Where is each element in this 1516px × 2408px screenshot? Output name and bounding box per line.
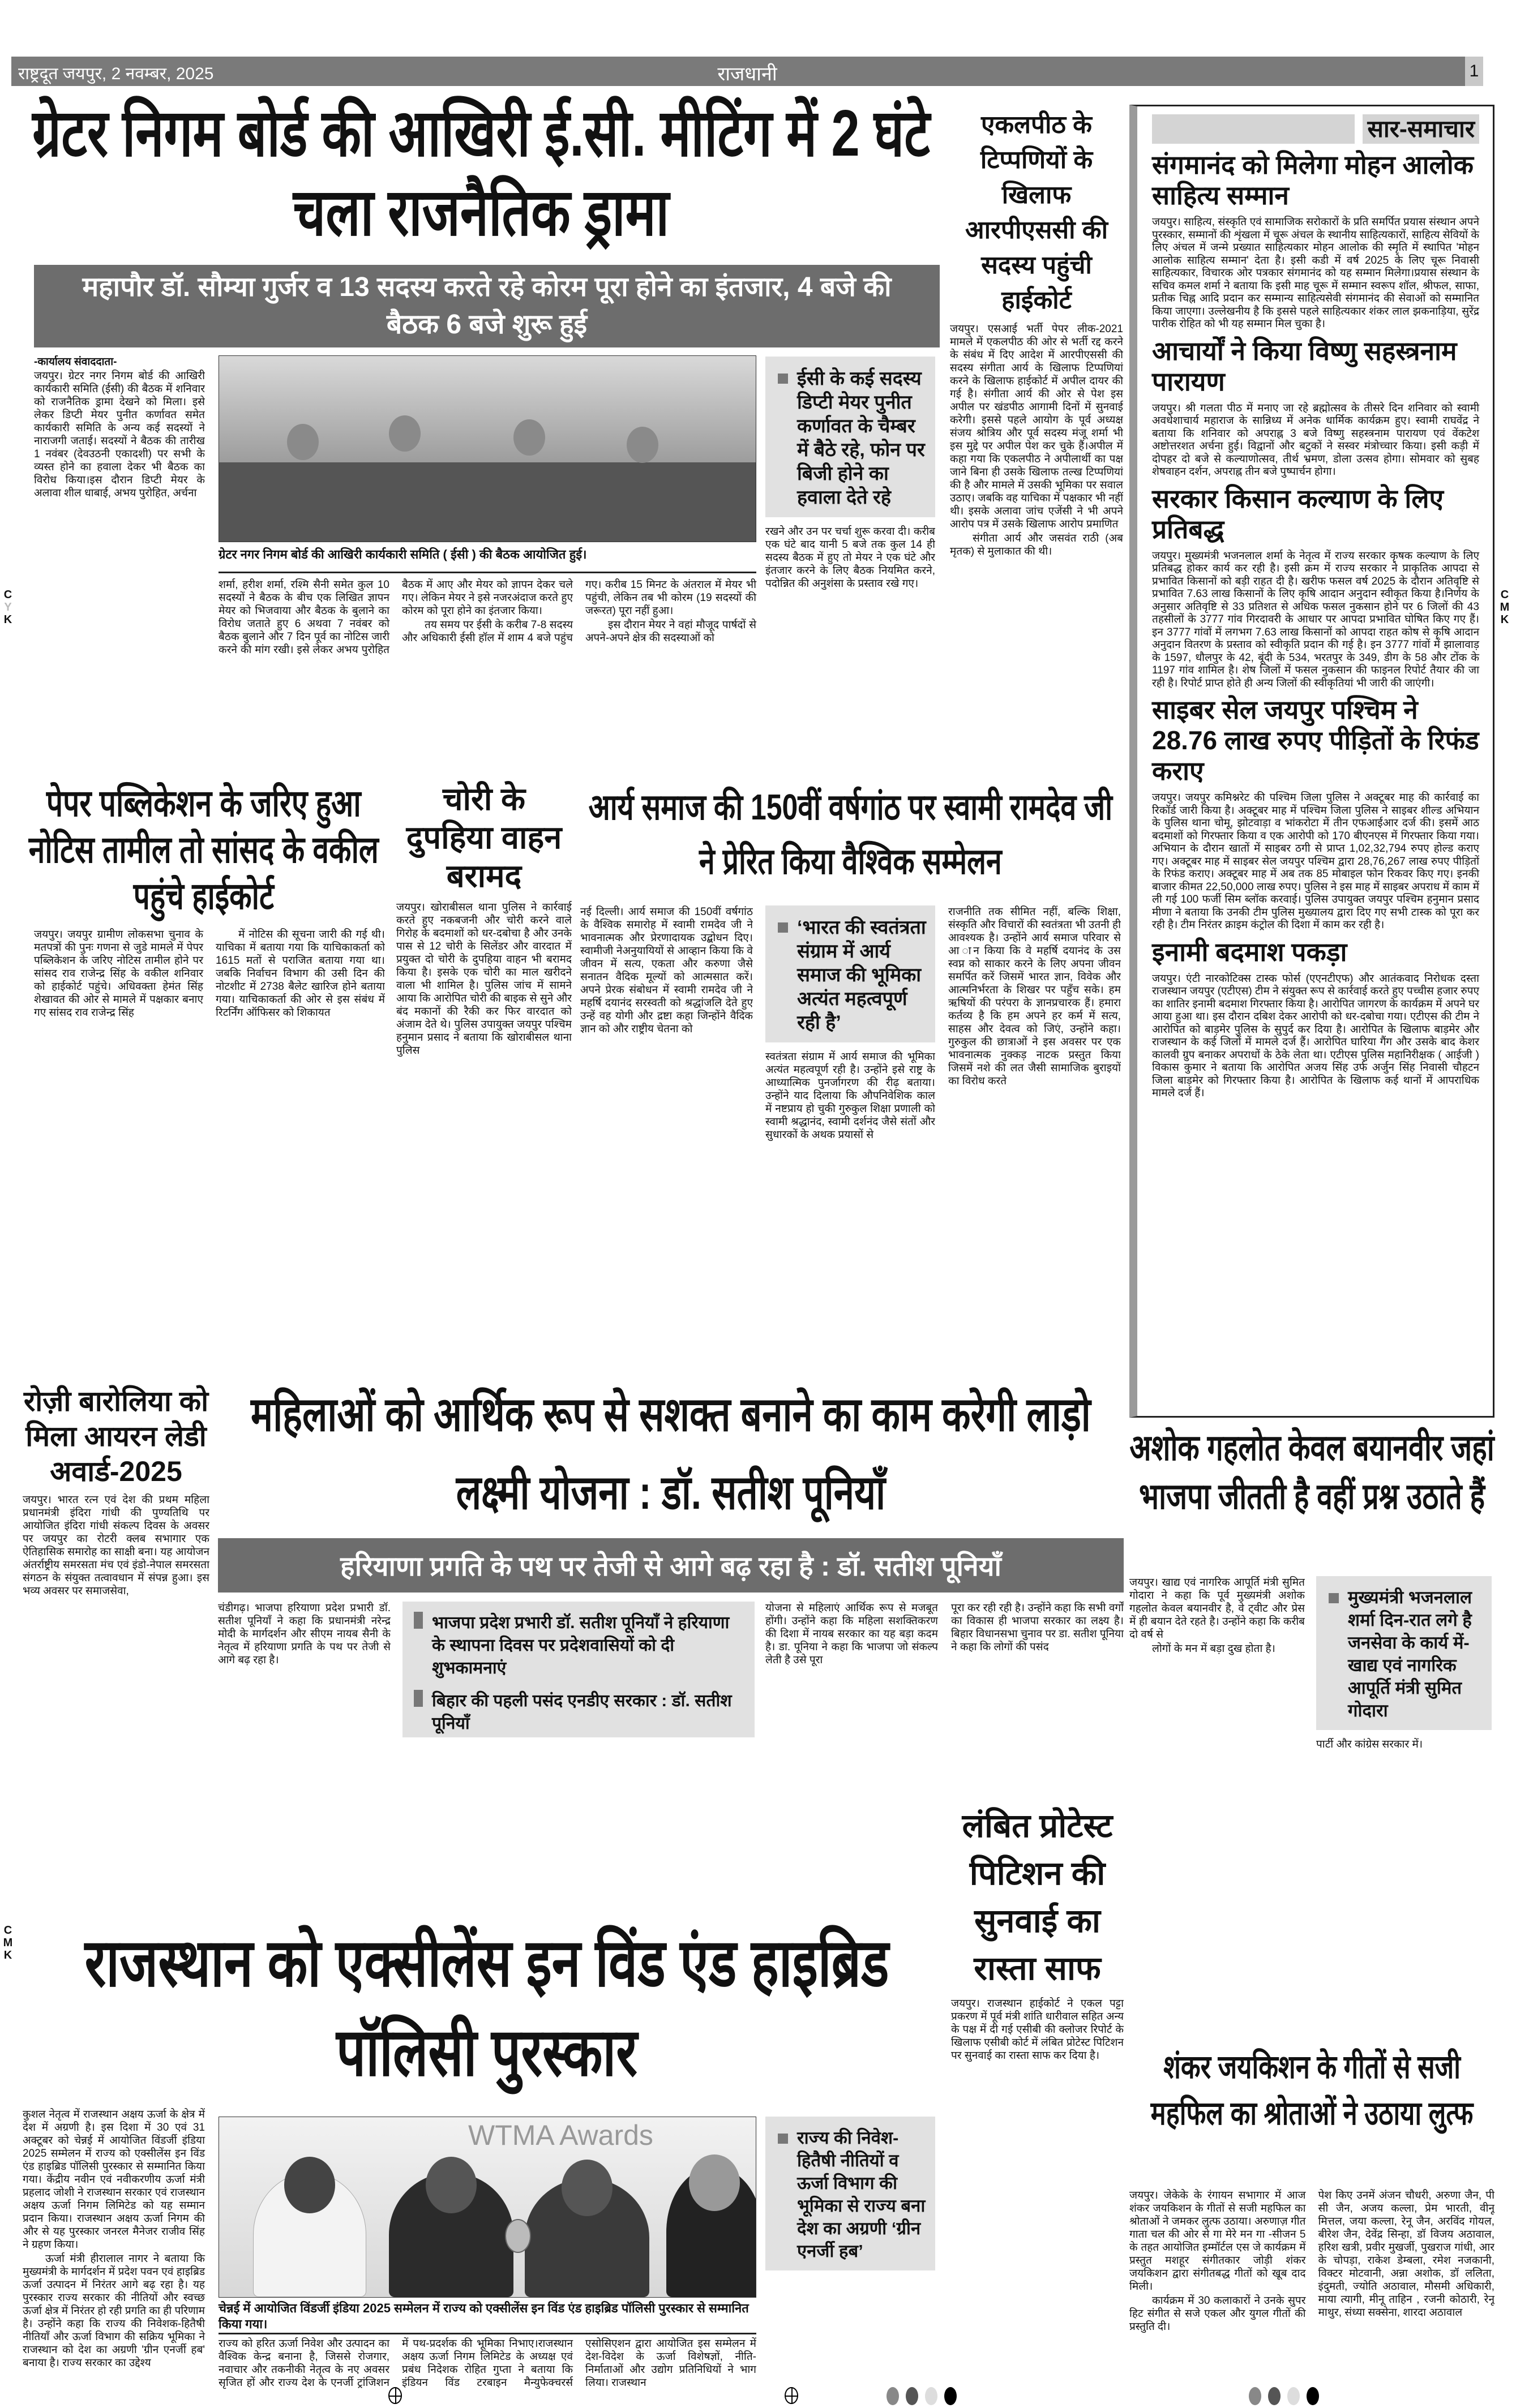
paragraph: पूरा कर रही रही है। उन्होंने कहा कि सभी वर्गों का विकास ही भाजपा सरकार का लक्ष्य है। बिहार विधानसभा चुनाव पर डा. सतीश पूनिया ने कहा कि लोगों की पसंद: [951, 1602, 1124, 1653]
haryana-col-4: [951, 1602, 1124, 1794]
registration-mark-left-bottom: [2, 1924, 14, 1961]
dot-yellow: [925, 2387, 937, 2405]
brief-body: जयपुर। मुख्यमंत्री भजनलाल शर्मा के नेतृत्व में राज्य सरकार कृषक कल्याण के लिए प्रतिबद्ध होकर कार्य कर रही है। इसी क्रम में राज्य सरकार ने प्राकृतिक आपदा से प्रभावित किसानों को बड़ी राहत दी है। खरीफ फसल वर्ष 2025 के दौरान अतिवृष्टि से प्रभावित 7.63 लाख किसानों के लिए कृषि आदान अनुदान स्वीकृत किया है।निर्णय के अनुसार अतिवृष्टि से 33 प्रतिशत से अधिक फसल नुकसान होने पर 6 जिलों की 43 तहसीलों के 3777 गांव गिरदावरी के आधार पर आपदा प्रभावित घोषित किए गए हैं। इन 3777 गांवों में लगभग 7.63 लाख किसानों को आपदा राहत कोष से कृषि आदान अनुदान वितरण के प्रस्ताव को स्वीकृति प्रदान की गई है। इन 3777 गांवों में झालावाड़ के 1597, धौलपुर के 42, बूंदी के 534, भरतपुर के 349, डीग के 58 और टोंक के 1197 गांव शामिल है। शेष जिलों में फसल नुकसान की फाइनल रिपोर्ट तैयार की जा रही है। रिपोर्ट प्राप्त होते ही अन्य जिलों की स्वीकृतियां भी जारी की जाएंगी।: [1152, 550, 1479, 689]
shankar-jaikishan-headline: शंकर जयकिशन के गीतों से सजी महफिल का श्रोताओं ने उठाया लुत्फ: [1150, 2049, 1474, 2132]
theft-story: [396, 780, 572, 1374]
paragraph: जयपुर। राजस्थान हाईकोर्ट ने एकल पट्टा प्रकरण में पूर्व मंत्री शांति धारीवाल सहित अन्य के पक्ष में दी गई एसीबी की क्लोजर रिपोर्ट के खिलाफ एसीबी कोर्ट में लंबित प्रोटेस्ट पिटिशन पर सुनवाई का रास्ता साफ कर दिया है।: [951, 1998, 1124, 2062]
paragraph: पेश किए उनमें अंजन चौधरी, अरुणा जैन, पी सी जैन, अजय कल्ला, प्रेम भारती, वीनू मित्तल, जया कल्ला, रेनू जैन, अरविंद गोयल, बीरेश जैन, देवेंद्र सिन्हा, डॉ विजय अठावाल, हरिश खत्री, प्रवीर मुखर्जी, पुखराज गांधी, आर के चोपड़ा, राकेश डेम्बला, रमेश नजकानी, विक्टर मोटवानी, अन्ना अशोक, डॉ ललिता, इंदुमती, ज्योति अठावाल, मौसमी अधिकारी, माया त्यागी, मीनू ताहिन , रजनी कोठारी, रेनू माथुर, संध्या सक्सेना, शारदा अठावाल: [1318, 2190, 1494, 2319]
edition-date: राष्ट्रदूत जयपुर, 2 नवम्बर, 2025: [18, 65, 214, 83]
theft-headline: चोरी के दुपहिया वाहन बरामद: [406, 781, 562, 894]
section-name: राजधानी: [717, 63, 777, 85]
paragraph: संगीता आर्य और जसवंत राठी (अब मृतक) से मुलाकात की थी।: [950, 533, 1123, 557]
award-photo: [219, 2117, 756, 2298]
highlight-text: मुख्यमंत्री भजनलाल शर्मा दिन-रात लगे है जनसेवा के कार्य में- खाद्य एवं नागरिक आपूर्ति मंत्री सुमित गोदारा: [1348, 1587, 1472, 1720]
reg-k: K: [3, 1949, 12, 1961]
arya-col-1: [580, 905, 753, 1372]
theft-body: [396, 901, 572, 1057]
paragraph: जयपुर। एसआई भर्ती पेपर लीक-2021 मामले में एकलपीठ की ओर से भर्ती रद्द करने के संबंध में दिए आदेश में आरपीएससी की सदस्य संगीता आर्य के खिलाफ टिप्पणियां करने के खिलाफ हाईकोर्ट में अपील दायर की गई है। संगीता आर्य की ओर से पेश इस अपील पर खंडपीठ आगामी दिनों में सुनवाई करेगी। इससे पहले आयोग के पूर्व अध्यक्ष संजय श्रोत्रिय और पूर्व सदस्य मंजू शर्मा भी इस मुद्दे पर अपील पेश कर चुके हैं।अपील में कहा गया कि एकलपीठ ने अपीलार्थी का पक्ष जाने बिना ही उसके खिलाफ तल्ख टिप्पणियां की है और मामले में उसकी भूमिका पर सवाल उठाए। जबकि वह याचिका में पक्षकार भी नहीं थी। इसके अलावा जांच एजेंसी ने भी अपने आरोप पत्र में उसके खिलाफ आरोप प्रमाणित: [950, 323, 1123, 530]
bullet-square-icon: [1329, 1593, 1339, 1603]
arya-col-2: [765, 1050, 935, 1143]
ekalpeeth-body: [950, 323, 1123, 558]
brief-body: जयपुर। एंटी नारकोटिक्स टास्क फोर्स (एएनटीएफ) और आतंकवाद निरोधक दस्ता राजस्थान जयपुर (एटीएस) टीम ने संयुक्त रूप से कार्रवाई करते हुए पच्चीस हजार रुपए का शातिर इनामी बदमाश गिरफ्तार किया है। आरोपित जागरण के कार्यक्रम में अपने घर आया हुआ था। इस दौरान दबिश देकर आरोपी को धर-दबोचा गया। एटीएस की टीम ने आरोपित को बाड़मेर पुलिस के सुपुर्द कर दिया है। आरोपित के खिलाफ बाड़मेर और राजस्थान के कई जिलों में मामले दर्ज हैं। आरोपित घारिया गैंग और उसके बाद केशर कालवी ग्रुप बनाकर अपराधों के ठेके लेता था। एटीएस पुलिस महानिरीक्षक ( आईजी ) विकास कुमार ने बताया कि आरोपित अजय सिंह उर्फ अर्जुन सिंह निवासी चौहटन जिला बाड़मेर को गिरफ्तार किया है। आरोपित के खिलाफ कई थानों में आपराधिक मामले दर्ज हैं।: [1152, 972, 1479, 1099]
person-head: [627, 427, 658, 463]
photo-caption: ग्रेटर नगर निगम बोर्ड की आखिरी कार्यकारी समिति ( ईसी ) की बैठक आयोजित हुई।: [219, 547, 587, 561]
person-head: [287, 424, 319, 460]
person-head: [426, 2157, 477, 2213]
top-story-subhead: महापौर डॉ. सौम्या गुर्जर व 13 सदस्य करते रहे कोरम पूरा होने का इंतजार, 4 बजे की बैठक 6 बजे शुरू हुई: [34, 265, 940, 347]
dot-black: [944, 2387, 957, 2405]
arya-col-2-stack: [765, 905, 935, 1372]
reg-y: Y: [4, 601, 12, 613]
byline: -कार्यालय संवाददाता-: [34, 356, 117, 368]
paragraph: लोगों के मन में बड़ा दुख होता है।: [1152, 1643, 1275, 1655]
paragraph: योजना से महिलाएं आर्थिक रूप से मजबूत होंगी। उन्होंने कहा कि महिला सशक्तिकरण की दिशा में नायब सरकार का यह बड़ा कदम है। डा. पूनिया ने कहा कि भाजपा जो संकल्प लेती है उसे पूरा: [765, 1602, 938, 1666]
meeting-photo: [219, 355, 756, 542]
person-head: [689, 2154, 740, 2211]
brief-headline: इनामी बदमाश पकड़ा: [1152, 937, 1347, 967]
paragraph: जयपुर। खाद्य एवं नागरिक आपूर्ति मंत्री सुमित गोदारा ने कहा कि पूर्व मुख्यमंत्री अशोक गहलोत केवल बयानवीर है, वे ट्वीट और प्रेस में ही बयान देते रहते है। उन्होंने कहा कि करीब दो वर्ष से: [1129, 1577, 1305, 1641]
rozi-body: [23, 1493, 209, 1598]
reg-k: K: [1500, 613, 1509, 626]
brief-headline: सरकार किसान कल्याण के लिए प्रतिबद्ध: [1152, 483, 1444, 544]
paragraph: रखने और उन पर चर्चा शुरू करवा दी। करीब एक घंटे बाद यानी 5 बजे तक कुल 14 ही सदस्य बैठक में हुए तो मेयर ने एक घंटे और इंतजार करने के लिए बैठक नियमित करने, पदोन्नित की अनुशंसा के प्रस्ताव रखे गए।: [765, 526, 935, 590]
wind-columns: [219, 2337, 756, 2405]
highlight-text: भाजपा प्रदेश प्रभारी डॉ. सतीश पूनियाँ ने हरियाणा के स्थापना दिवस पर प्रदेशवासियों को दी शुभकामनाएं: [432, 1613, 730, 1677]
top-story-columns: [219, 578, 756, 750]
paragraph: ऊर्जा मंत्री हीरालाल नागर ने बताया कि मुख्यमंत्री के मार्गदर्शन में प्रदेश पवन एवं हाइब्रिड ऊर्जा उत्पादन में निरंतर आगे बढ़ रहा है। यह पुरस्कार राज्य सरकार की नीतियों और स्वच्छ ऊर्जा क्षेत्र में निरंतर हो रही प्रगति का ही परिणाम है। उन्होंने कहा कि राज्य की निवेशक-हितैषी नीतियाँ और ऊर्जा विभाग की सक्रिय भूमिका ने राजस्थान को देश का अग्रणी 'ग्रीन एनर्जी हब' बनाया है। राज्य सरकार का उद्देश्य: [23, 2253, 205, 2369]
petition-headline: लंबित प्रोटेस्ट पिटिशन की सुनवाई का रास्ता साफ: [962, 1808, 1113, 1987]
ekalpeeth-story: [950, 108, 1123, 753]
brief-headline: संगमानंद को मिलेगा मोहन आलोक साहित्य सम्मान: [1152, 150, 1474, 210]
divider: [219, 2333, 756, 2334]
highlight-text: बिहार की पहली पसंद एनडीए सरकार : डॉ. सतीश पूनियाँ: [432, 1692, 732, 1733]
paragraph: राजनीति तक सीमित नहीं, बल्कि शिक्षा, संस्कृति और विचारों की स्वतंत्रता भी उतनी ही आवश्यक है। उन्होंने आर्य समाज परिवार से आ ान किया कि वे महर्षि दयानंद के उस स्वप्न को साकार करने के लिए अपना जीवन समर्पित करें जिसमें भारत ज्ञान, विवेक और आत्मनिर्भरता के शिखर पर पहुँच सके। हम ऋषियों की परंपरा के ज्ञानप्रचारक हैं। हमारा कर्तव्य है कि हम अपने हर कर्म में सत्य, साहस और देवत्व को जिएं, उन्होंने कहा।गुरुकुल की छात्राओं ने इस अवसर पर एक भावनात्मक नुक्कड़ नाटक प्रस्तुत किया जिसमें नशे की लत जैसी सामाजिक बुराइयों का विरोध करते: [948, 906, 1121, 1087]
table-shape: [219, 462, 756, 542]
paragraph: शर्मा, हरीश शर्मा, रश्मि सैनी समेत कुल 10 सदस्यों ने बैठक के बीच एक लिखित ज्ञापन मेयर को भिजवाया और बैठक के बुलाने का विरोध जताते हुए 6 अथवा 7 नवंबर को बैठक बुलाने और 7 दिन पूर्व का नोटिस जारी करने की मांग रखी। इसे लेकर अभय पुरोहित बैठक में आए और मेयर को ज्ञापन देकर चले गए। लेकिन मेयर ने इसे नजरअंदाज करते हुए कोरम को पूरा होने का इंतजार किया।: [219, 579, 573, 656]
brief-headline: साइबर सेल जयपुर पश्चिम ने 28.76 लाख रुपए पीड़ितों के रिफंड कराए: [1152, 695, 1479, 786]
person-head: [562, 2160, 613, 2216]
person-head: [284, 2157, 335, 2213]
haryana-highlight-box: [402, 1602, 755, 1737]
brief-body: जयपुर। श्री गलता पीठ में मनाए जा रहे ब्रह्मोत्सव के तीसरे दिन शनिवार को स्वामी अवधेशाचार्य महाराज के सान्निध्य में अनेक धार्मिक कार्यक्रम हुए। स्वामी राघवेंद्र ने बताया कि शनिवार को अपराह्न 3 बजे विष्णु सहस्त्रनाम पारायण एवं वेंकटेश अष्टोत्तरशत अर्चना हुई। विद्वानों और बटुकों ने सस्वर मंत्रोच्चार किया। इसी कड़ी में दोपहर दो बजे से कल्याणोत्सव, तीर्थ भ्रमण, डोला उत्सव होगा। सोमवार को सुबह शेषवाहन दर्शन, अपराह्न तीन बजे पुष्पार्चन होगा।: [1152, 402, 1479, 478]
paragraph: तय समय पर ईसी के करीब 7-8 सदस्य और अधिकारी ईसी हॉल में शाम 4 बजे पहुंच गए। करीब 15 मिनट के अंतराल में मेयर भी पहुंची, लेकिन तब भी कोरम (19 सदस्यों की जरूरत) पूरा नहीं हुआ।: [402, 579, 756, 644]
person-head: [513, 419, 545, 456]
bullet-square-icon: [778, 922, 788, 933]
gehlot-col-1: [1129, 1576, 1305, 2006]
top-story-headline: ग्रेटर निगम बोर्ड की आखिरी ई.सी. मीटिंग में 2 घंटे चला राजनैतिक ड्रामा: [32, 96, 930, 249]
brief-headline: आचार्यों ने किया विष्णु सहस्त्रनाम पारायण: [1152, 336, 1457, 396]
gehlot-col-2: [1316, 1738, 1492, 1752]
haryana-col-1: [218, 1602, 391, 1890]
paragraph: जयपुर। ग्रेटर नगर निगम बोर्ड की आखिरी कार्यकारी समिति (ईसी) की बैठक में शनिवार को राजनैतिक ड्रामा देखने को मिला। इसे लेकर डिप्टी मेयर पुनीत कर्णावत समेत कार्यकारी समिति के अन्य कई सदस्यों ने नाराजगी जताई। सदस्यों ने बैठक की तारीख 1 नवंबर (देवउठनी एकादशी) पर सभी के व्यस्त होने का हवाला देकर भी बैठक का विरोध किया।इस दौरान डिप्टी मेयर के अलावा शील धाबाई, अभय पुरोहित, अर्चना: [34, 370, 205, 499]
paragraph: कार्यक्रम में 30 कलाकारों ने उनके सुपर हिट संगीत से सजे एकल और युगल गीतों की प्रस्तुति दी।: [1129, 2295, 1306, 2333]
sidebar-label-text: सार-समाचार: [1363, 114, 1479, 144]
highlight-box: [765, 357, 935, 517]
paragraph: पार्टी और कांग्रेस सरकार में।: [1316, 1739, 1423, 1750]
paragraph: स्वतंत्रता संग्राम में आर्य समाज की भूमिका अत्यंत महत्वपूर्ण रही है। उन्होंने इसे राष्ट्र के आध्यात्मिक पुनर्जागरण की रीढ़ बताया। उन्होंने याद दिलाया कि औपनिवेशिक काल में नष्टप्राय हो चुकी गुरुकुल शिक्षा प्रणाली को स्वामी श्रद्धानंद, स्वामी दर्शनंद जैसे संतों और सुधारकों के अथक प्रयासों से: [765, 1051, 935, 1141]
dot-magenta: [906, 2387, 918, 2405]
dot-cyan: [887, 2387, 899, 2405]
news-brief-sidebar: [1129, 105, 1494, 1418]
color-calibration-dots: [883, 2387, 960, 2408]
paragraph: नई दिल्ली। आर्य समाज की 150वीं वर्षगांठ के वैश्विक समारोह में स्वामी रामदेव जी ने भावनात्मक और प्रेरणादायक उद्बोधन दिए। स्वामीजी नेअनुयायियों से आव्हान किया कि वे जीवन में सत्य, एकता और करुणा जैसे सनातन वैदिक मूल्यों को आत्मसात करें। अपने प्रेरक संबोधन में स्वामी रामदेव जी ने महर्षि दयानंद सरस्वती को श्रद्धांजलि देते हुए उन्हें वह योगी और द्रष्टा कहा जिन्होंने वैदिक ज्ञान को और राष्ट्रीय चेतना को: [580, 906, 753, 1035]
gehlot-col-2-stack: [1316, 1576, 1492, 2006]
top-story-column-4: [765, 525, 935, 591]
ekalpeeth-headline: एकलपीठ के टिप्पणियों के खिलाफ आरपीएससी की सदस्य पहुंची हाईकोर्ट: [965, 111, 1108, 314]
reg-k: K: [3, 613, 12, 626]
dot-yellow: [1287, 2387, 1300, 2405]
paragraph: जयपुर। खोराबीसल थाना पुलिस ने कार्रवाई करते हुए नकबजनी और चोरी करने वाले गिरोह के बदमाशों को धर-दबोचा है और उनके पास से 12 चोरी के सिलेंडर और वारदात में प्रयुक्त दो चोरी के दुपहिया वाहन भी बरामद किया है। इसके एक चोरी का माल खरीदने वाला भी शामिल है। पुलिस जांच में सामने आया कि आरोपित चोरी की बाइक से सुने और बंद मकानों की रैकी कर फिर वारदात को अंजाम देते थे। पुलिस उपायुक्त जयपुर पश्चिम हनुमान प्रसाद ने बताया कि खोराबीसल थाना पुलिस: [396, 902, 572, 1057]
paragraph: जयपुर। जयपुर ग्रामीण लोकसभा चुनाव के मतपत्रों की पुनः गणना से जुडे मामले में पेपर पब्लिकेशन के जरिए नोटिस तामील होने पर सांसद राव राजेन्द्र सिंह के वकील शनिवार को हाईकोर्ट पहुंचे। अधिवक्ता हेमंत सिंह शेखावत की ओर से मामले में पक्षकार बनाए गए सांसद राव राजेन्द्र सिंह: [34, 929, 203, 1019]
bullet-square-icon: [778, 2134, 788, 2144]
bullet-square-icon: [414, 1612, 423, 1629]
top-story-right-column: [765, 357, 935, 753]
divider: [219, 572, 756, 573]
reg-m: M: [3, 1937, 13, 1949]
highlight-item: [414, 1612, 743, 1680]
bullet-square-icon: [778, 374, 788, 384]
haryana-headline: महिलाओं को आर्थिक रूप से सशक्त बनाने का काम करेगी लाड़ो लक्ष्मी योजना : डॉ. सतीश पूनियाँ: [251, 1388, 1091, 1519]
color-calibration-dots: [1245, 2387, 1322, 2408]
dot-cyan: [1249, 2387, 1261, 2405]
award-photo-caption: चेन्नई में आयोजित विंडर्जी इंडिया 2025 सम्मेलन में राज्य को एक्सीलेंस इन विंड एंड हाइब्रिड पॉलिसी पुरस्कार से सम्मानित किया गया।: [219, 2301, 749, 2331]
quote-text: ‘भारत की स्वतंत्रता संग्राम में आर्य समाज की भूमिका अत्यंत महत्वपूर्ण रही है’: [797, 917, 926, 1033]
rozi-story: [23, 1384, 209, 1893]
brief-body: जयपुर। जयपुर कमिश्नरेट की पश्चिम जिला पुलिस ने अक्टूबर माह की कार्रवाई का रिकॉर्ड जारी किया है। अक्टूबर माह में पश्चिम जिला पुलिस ने साइबर शील्ड अभियान के पुलिस थाना चोमू, झोटवाड़ा व भांकरोटा में तीन एफआईआर दर्ज की। इसमें आठ बदमाशों को गिरफ्तार किया व एक आरोपी को 170 बीएनएस में गिरफ्तार किया गया। अभियान के दौरान खातों में साइबर ठगी से प्राप्त 1,02,32,794 रुपए होल्ड कराए गए। अक्टूबर माह में साइबर सेल जयपुर पश्चिम द्वारा 28,76,267 लाख रुपए पीड़ितों के रिफंड कराए। अक्टूबर माह में अब तक 85 मोबाइल फोन रिकवर किए गए। इनकी बाजार कीमत 22,50,000 लाख रुपए। पुलिस ने इस माह में साइबर अपराध में काम में ली गई 100 फर्जी सिम ब्लॉक करवाई। पुलिस उपायुक्त जयपुर पश्चिम हनुमान प्रसाद मीणा ने बताया कि उनकी टीम पुलिस मुख्यालय द्वारा दिए गए सभी टास्क को पूरा कर रही है। टीम निरंतर क्राइम कंट्रोल की दिशा में काम कर रही है।: [1152, 792, 1479, 931]
registration-mark-right-top: [1499, 589, 1510, 626]
highlight-item: [414, 1690, 743, 1735]
haryana-subhead: हरियाणा प्रगति के पथ पर तेजी से आगे बढ़ रहा है : डॉ. सतीश पूनियाँ: [218, 1538, 1124, 1593]
arya-quote-box: [765, 905, 935, 1042]
crosshair-icon: [781, 2387, 802, 2407]
paragraph: में नोटिस की सूचना जारी की गई थी। याचिका में बताया गया कि याचिकाकर्ता को 1615 मतों से पराजित बताया गया था। जबकि निर्वाचन विभाग की उसी दिन की नोटशीट में 2738 बैलेट खारिज होने बताया गया। याचिकाकर्ता की ओर से इस संबंध में रिटर्निंग ऑफिसर को शिकायत: [216, 929, 385, 1019]
crosshair-icon: [385, 2387, 405, 2407]
rozi-headline: रोज़ी बारोलिया को मिला आयरन लेडी अवार्ड-2025: [23, 1385, 209, 1487]
gehlot-highlight-box: [1316, 1576, 1492, 1730]
reg-m: M: [1500, 601, 1510, 613]
paragraph: चंडीगढ़। भाजपा हरियाणा प्रदेश प्रभारी डॉ. सतीश पूनियाँ ने कहा कि प्रधानमंत्री नरेन्द्र मोदी के मार्गदर्शन और सीएम नायब सैनी के नेतृत्व में हरियाणा प्रगति के पथ पर तेजी से आगे बढ़ रहा है।: [218, 1602, 391, 1666]
reg-c: C: [3, 589, 12, 601]
wind-highlight-box: [765, 2117, 935, 2270]
reg-c: C: [3, 1924, 12, 1937]
label-fill: [1152, 114, 1355, 144]
highlight-text: ईसी के कई सदस्य डिप्टी मेयर पुनीत कर्णावत के चैम्बर में बैठे रहे, फोन पर बिजी होने का हवाला देते रहे: [797, 368, 925, 508]
wind-col-0: [23, 2108, 205, 2371]
top-story-column-0: [34, 355, 205, 752]
paragraph: जयपुर। जेकेके के रंगायन सभागार में आज शंकर जयकिशन के गीतों से सजी महफिल का श्रोताओं ने जमकर लुत्फ उठाया। अरुणाज़ गीत गाता चल की ओर से गा मेरे मन गा -सीजन 5 के तहत आयोजित इम्मॉर्टल एस जे कार्यक्रम में प्रस्तुत मशहूर संगीतकार जोड़ी शंकर जयकिशन द्वारा संगीतबद्ध गीतों को खूब दाद मिली।: [1129, 2190, 1306, 2293]
petition-story: [951, 1802, 1124, 2385]
wind-award-headline: राजस्थान को एक्सीलेंस इन विंड एंड हाइब्रिड पॉलिसी पुरस्कार: [84, 1926, 889, 2090]
petition-body: [951, 1997, 1124, 2062]
registration-mark-left-top: [2, 589, 14, 626]
paragraph: कुशल नेतृत्व में राजस्थान अक्षय ऊर्जा के क्षेत्र में देश में अग्रणी है। इस दिशा में 30 एवं 31 अक्टूबर को चेन्नई में आयोजित विंडर्जी इंडिया 2025 सम्मेलन में राज्य को एक्सीलेंस इन विंड एंड हाइब्रिड पॉलिसी पुरस्कार से सम्मानित किया गया। केंद्रीय नवीन एवं नवीकरणीय ऊर्जा मंत्री प्रहलाद जोशी ने राजस्थान सरकार एवं राजस्थान अक्षय ऊर्जा निगम लिमिटेड को यह सम्मान प्रदान किया। राजस्थान अक्षय ऊर्जा निगम की और से यह पुरस्कार जनरल मैनेजर राजीव सिंह ने ग्रहण किया।: [23, 2109, 205, 2251]
paragraph: राज्य को हरित ऊर्जा निवेश और उत्पादन का वैश्विक केन्द्र बनाना है, जिससे रोजगार, नवाचार और तकनीकी नेतृत्व के नए अवसर सृजित हों और राज्य देश के एनर्जी ट्रांजिशन में पथ-प्रदर्शक की भूमिका निभाए।राजस्थान अक्षय ऊर्जा निगम लिमिटेड के अध्यक्ष एवं प्रबंध निदेशक रोहित गुप्ता ने बताया कि इंडियन विंड टरबाइन मैन्युफेक्चरर्स एसोसिएशन द्वारा आयोजित इस सम्मेलन में देश-विदेश के ऊर्जा विशेषज्ञों, नीति-निर्माताओं और उद्योग प्रतिनिधियों ने भाग लिया। राजस्थान: [219, 2338, 756, 2389]
paper-publication-headline: पेपर पब्लिकेशन के जरिए हुआ नोटिस तामील तो सांसद के वकील पहुंचे हाईकोर्ट: [28, 782, 379, 917]
paragraph: इस दौरान मेयर ने वहां मौजूद पार्षदों से अपने-अपने क्षेत्र की सदस्याओं को: [585, 619, 756, 644]
dot-magenta: [1268, 2387, 1281, 2405]
paper-publication-body: [34, 928, 385, 1372]
reg-c: C: [1500, 589, 1509, 601]
paragraph: जयपुर। भारत रत्न एवं देश की प्रथम महिला प्रधानमंत्री इंदिरा गांधी की पुण्यतिथि पर आयोजित इंदिरा गांधी संकल्प दिवस के अवसर पर जयपुर का रोटरी क्लब सभागार एक ऐतिहासिक समारोह का साक्षी बना। यह आयोजन अंतर्राष्ट्रीय समरसता मंच एवं इंडो-नेपाल समरसता संगठन के संयुक्त तत्वावधान में संपन्न हुआ। इस भव्य अवसर पर समाजसेवा,: [23, 1494, 209, 1597]
arya-samaj-headline: आर्य समाज की 150वीं वर्षगांठ पर स्वामी रामदेव जी ने प्रेरित किया वैश्विक सम्मेलन: [588, 787, 1113, 882]
trophy-icon: [505, 2219, 531, 2253]
arya-col-3: [948, 905, 1121, 1372]
page-number: 1: [1465, 57, 1483, 86]
person-head: [389, 415, 421, 452]
brief-body: जयपुर। साहित्य, संस्कृति एवं सामाजिक सरोकारों के प्रति समर्पित प्रयास संस्थान अपने पुरस्कार, सम्मानों की शृंखला में चूरू अंचल के स्थानीय साहित्यकारों, साहित्य सेवियों के लिए अंचल में जन्मे प्रख्यात साहित्यकार मोहन आलोक की स्मृति में स्थापित 'मोहन आलोक साहित्य सम्मान' देता है। इसी कडी में वर्ष 2025 के लिए चूरू निवासी साहित्यकार, विचारक ओर पत्रकार संगमानंद को यह सम्मान मिलेगा।प्रयास संस्थान के सचिव कमल शर्मा ने बताया कि इसी माह चूरू में सम्मान स्वरूप शॉल, श्रीफल, साफा, प्रतीक चिह्न आदि प्रदान कर सम्मान्य साहित्यसेवी संगमानंद की सेवाओं को सम्मानित किया जाएगा। उल्लेखनीय है कि इससे पहले साहित्यकार शंकर लाल झकनाड़िया, सुरेंद्र पारीक रोहित को भी यह सम्मान मिल चुका है।: [1152, 216, 1479, 330]
shankar-jaikishan-body: [1129, 2189, 1494, 2384]
dot-black: [1307, 2387, 1319, 2405]
page-header-bar: [11, 57, 1483, 86]
sidebar-label: [1152, 114, 1479, 144]
haryana-col-3: [765, 1602, 938, 1890]
bullet-square-icon: [414, 1690, 423, 1707]
photo-backdrop-text: WTMA Awards: [468, 2119, 653, 2151]
gehlot-headline: अशोक गहलोत केवल बयानवीर जहां भाजपा जीतती है वहीं प्रश्न उठाते हैं: [1129, 1427, 1494, 1517]
highlight-text: राज्य की निवेश-हितैषी नीतियों व ऊर्जा विभाग की भूमिका से राज्य बना देश का अग्रणी ‘ग्रीन एनर्जी हब’: [797, 2128, 926, 2261]
